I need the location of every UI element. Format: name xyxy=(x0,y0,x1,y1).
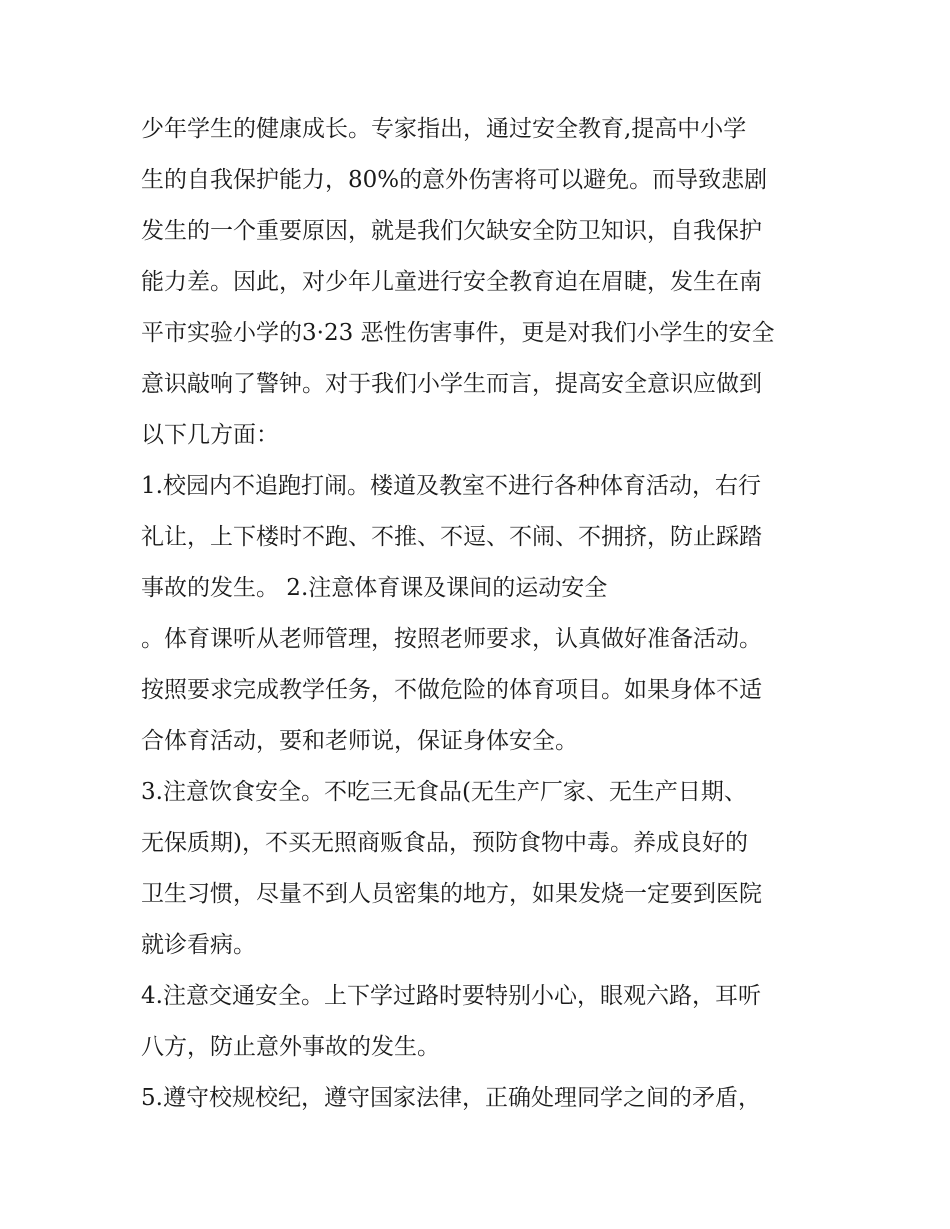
text-line: 八方，防止意外事故的发生。 xyxy=(141,1034,440,1060)
text-line: 平市实验小学的3·23 恶性伤害事件，更是对我们小学生的安全 xyxy=(141,320,775,346)
text-line: 按照要求完成教学任务，不做危险的体育项目。如果身体不适 xyxy=(141,677,762,703)
text-line: 以下几方面： xyxy=(141,422,279,448)
text-line: 少年学生的健康成长。专家指出，通过安全教育,提高中小学 xyxy=(141,116,747,142)
text-line: 4.注意交通安全。上下学过路时要特别小心，眼观六路，耳听 xyxy=(141,983,761,1009)
text-line: 就诊看病。 xyxy=(141,932,256,958)
text-line: 能力差。因此，对少年儿童进行安全教育迫在眉睫，发生在南 xyxy=(141,269,762,295)
text-line: 合体育活动，要和老师说，保证身体安全。 xyxy=(141,728,578,754)
text-line: 5.遵守校规校纪，遵守国家法律，正确处理同学之间的矛盾， xyxy=(141,1085,761,1111)
text-line: 无保质期)，不买无照商贩食品，预防食物中毒。养成良好的 xyxy=(141,830,748,856)
text-line: 意识敲响了警钟。对于我们小学生而言，提高安全意识应做到 xyxy=(141,371,762,397)
text-line: 1.校园内不追跑打闹。楼道及教室不进行各种体育活动，右行 xyxy=(141,473,761,499)
text-line: 事故的发生。 2.注意体育课及课间的运动安全 xyxy=(141,575,608,601)
text-line: 生的自我保护能力，80%的意外伤害将可以避免。而导致悲剧 xyxy=(141,167,768,193)
text-line: 。体育课听从老师管理，按照老师要求，认真做好准备活动。 xyxy=(141,626,762,652)
text-line: 3.注意饮食安全。不吃三无食品(无生产厂家、无生产日期、 xyxy=(141,779,747,805)
text-line: 卫生习惯，尽量不到人员密集的地方，如果发烧一定要到医院 xyxy=(141,881,762,907)
text-line: 发生的一个重要原因，就是我们欠缺安全防卫知识，自我保护 xyxy=(141,218,762,244)
document-body xyxy=(141,104,821,1124)
text-line: 礼让，上下楼时不跑、不推、不逗、不闹、不拥挤，防止踩踏 xyxy=(141,524,762,550)
